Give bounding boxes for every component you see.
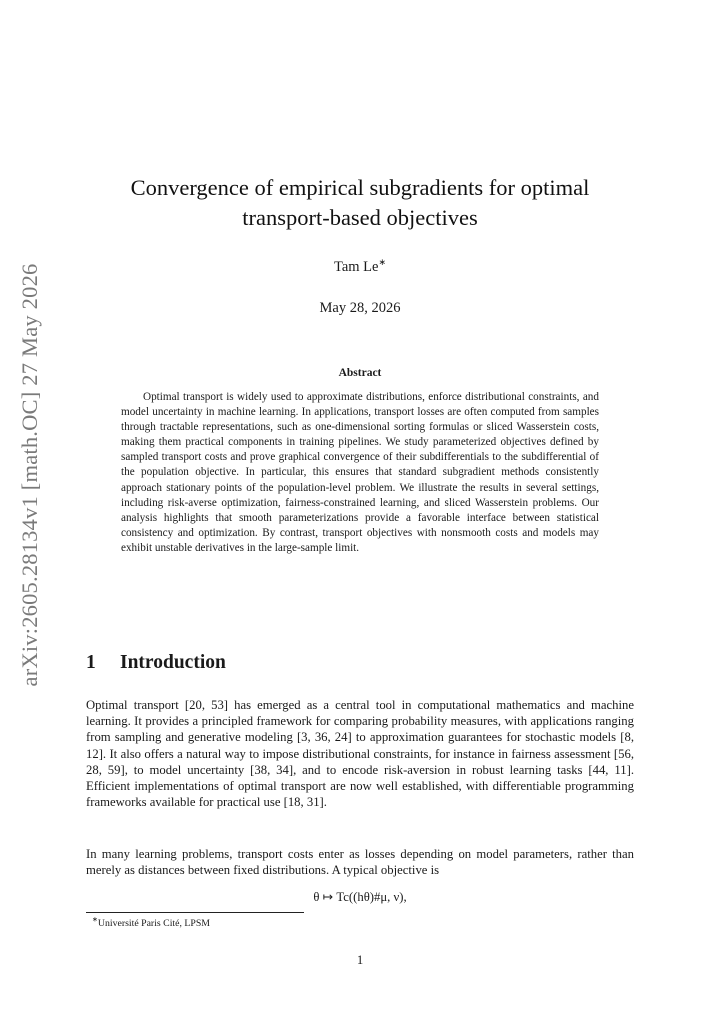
author-footnote-mark: ∗ (378, 257, 387, 268)
paragraph-text: In many learning problems, transport costs enter as losses depending on model parameters, rather than merely as distances between fixed distributions. A typical objective is (86, 847, 634, 878)
author-name: Tam Le (333, 259, 379, 275)
footnote-text: Université Paris Cité, LPSM (97, 918, 210, 929)
display-equation (86, 889, 634, 905)
equation-text: θ ↦ Tc((hθ)#μ, ν), (313, 890, 407, 904)
arxiv-id-text: arXiv:2605.28134v1 [math.OC] 27 May 2026 (17, 263, 42, 687)
abstract-text: Optimal transport is widely used to approximate distributions, enforce distributional constraints, and model uncertainty in machine learning. In applications, transport losses are often computed from samples through tractable representations, such as one-dimensional sorting formulas or sliced Wasserstein costs, making them practical components in training pipelines. We study parameterized objectives defined by sampled transport costs and prove graphical convergence of their subdifferentials to the subdifferential of the population objective. In particular, this ensures that standard subgradient methods consistently approach stationary points of the population-level problem. We illustrate the results in several settings, including risk-averse optimization, fairness-constrained learning, and sliced Wasserstein problems. Our analysis highlights that smooth parameterizations provide a favorable interface between statistical consistency and optimization. By contrast, transport objectives with nonsmooth costs and models may exhibit unstable derivatives in the large-sample limit. (121, 391, 599, 554)
title-line-2: transport-based objectives (242, 205, 478, 230)
intro-paragraph-1 (86, 697, 634, 810)
abstract-heading: Abstract (338, 367, 382, 379)
footnote-rule (86, 912, 304, 913)
footnote (92, 915, 210, 929)
abstract-body (121, 390, 599, 556)
page-number: 1 (356, 953, 364, 967)
author-line (86, 259, 634, 276)
paper-title (86, 173, 634, 233)
paragraph-text: Optimal transport [20, 53] has emerged as a central tool in computational mathematics and machine learning. It provides a principled framework for comparing probability measures, with applications ranging from sampling and generative modeling [3, 36, 24] to approximation guarantees for stochastic models [8, 12]. It also offers a natural way to impose distributional constraints, for instance in fairness assessment [56, 28, 59], to model uncertainty [38, 34], and to encode risk-aversion in robust learning tasks [44, 11]. Efficient implementations of optimal transport are now well established, with differentiable programming frameworks available for practical use [18, 31]. (86, 698, 634, 810)
title-line-1: Convergence of empirical subgradients for optimal (130, 175, 590, 200)
arxiv-identifier (8, 260, 52, 690)
section-title: Introduction (120, 652, 226, 673)
section-number: 1 (86, 652, 96, 673)
intro-paragraph-2 (86, 846, 634, 878)
section-heading (86, 652, 226, 674)
footnote-mark: ∗ (92, 915, 98, 924)
paper-date: May 28, 2026 (319, 300, 401, 316)
